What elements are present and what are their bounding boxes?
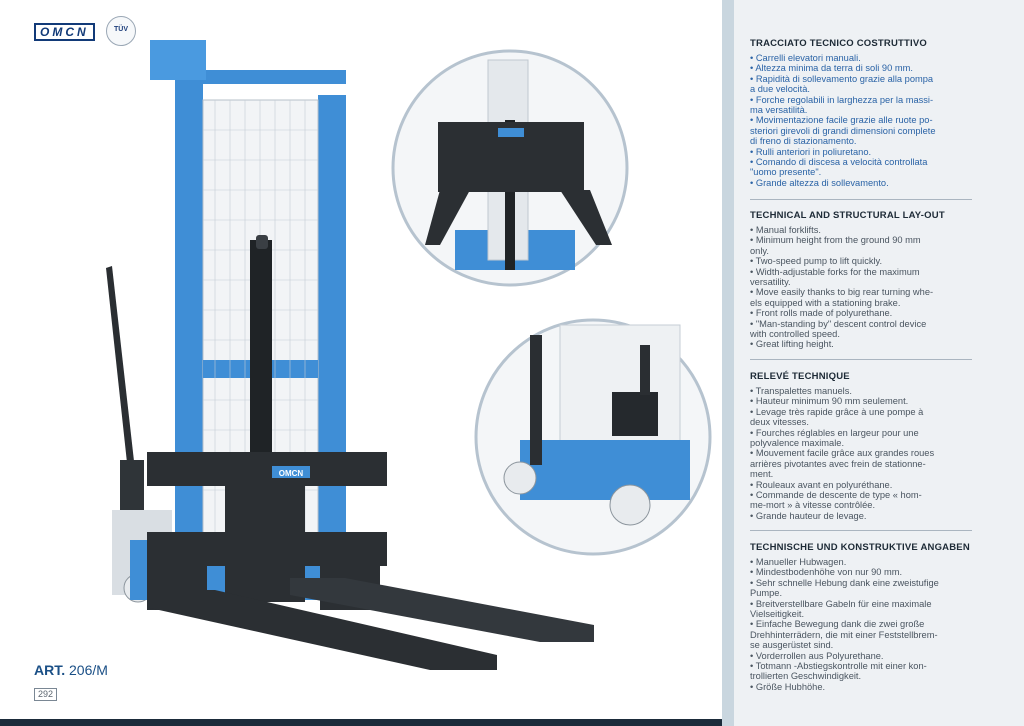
pump-handle (106, 266, 135, 472)
spec-line: only. (750, 245, 769, 256)
spec-line: • Totmann -Abstiegskontrolle mit einer kon- (750, 661, 927, 672)
spec-line: • Minimum height from the ground 90 mm (750, 235, 921, 246)
spec-line: Pumpe. (750, 588, 783, 599)
spec-line: • Comando di discesa a velocità controllata (750, 157, 928, 168)
spec-line: a due velocità. (750, 84, 810, 95)
spec-line: "uomo presente". (750, 167, 822, 178)
section-divider (750, 359, 972, 360)
spec-line: with controlled speed. (750, 329, 840, 340)
brand-logo (34, 24, 95, 40)
spec-line: • Movimentazione facile grazie alle ruote po- (750, 115, 933, 126)
spec-line: • Grande altezza di sollevamento. (750, 177, 889, 188)
spec-line: Drehhinterrädern, die mit einer Feststellbrem- (750, 629, 938, 640)
section-list (750, 225, 972, 350)
section-divider (750, 199, 972, 200)
spec-line: • Front rolls made of polyurethane. (750, 308, 893, 319)
section-title: TECHNICAL AND STRUCTURAL LAY-OUT (750, 210, 945, 221)
page-number: 292 (34, 688, 57, 701)
spec-line: • Einfache Bewegung dank die zwei große (750, 619, 925, 630)
spec-line: • Grande hauteur de levage. (750, 510, 867, 521)
spec-line: • Rapidità di sollevamento grazie alla pompa (750, 73, 934, 84)
spec-line: • Mouvement facile grâce aux grandes roues (750, 448, 935, 459)
spec-line: ma versatilità. (750, 105, 808, 116)
spec-line: • Größe Hubhöhe. (750, 681, 826, 692)
certification-text: TÜV (114, 26, 128, 33)
brand-logo-text: OMCN (34, 23, 95, 41)
article-code (34, 662, 108, 678)
section-list (750, 557, 972, 692)
spec-line: • Mindestbodenhöhe von nur 90 mm. (750, 567, 903, 578)
spec-line: els equipped with a stationing brake. (750, 297, 901, 308)
spec-line: • Manual forklifts. (750, 225, 821, 235)
page-gutter (722, 0, 734, 726)
section-divider (750, 530, 972, 531)
spec-line: • Great lifting height. (750, 339, 834, 350)
article-number: 206/M (69, 662, 108, 678)
spec-line: • Manueller Hubwagen. (750, 557, 847, 567)
detail-circle-bottom (476, 320, 710, 554)
spec-line: di freno di stazionamento. (750, 136, 857, 147)
section-list (750, 53, 972, 188)
svg-text:OMCN: OMCN (278, 469, 304, 478)
spec-line: • Fourches réglables en largeur pour une (750, 427, 919, 438)
spec-line: trollierten Geschwindigkeit. (750, 671, 862, 682)
spec-line: arrières pivotantes avec frein de stationne- (750, 458, 926, 469)
spec-line: polyvalence maximale. (750, 438, 845, 449)
spec-line: deux vitesses. (750, 417, 809, 428)
spec-line: • "Man-standing by" descent control device (750, 318, 927, 329)
spec-line: • Transpalettes manuels. (750, 386, 852, 396)
spec-line: • Hauteur minimum 90 mm seulement. (750, 396, 909, 407)
bottom-bar (0, 719, 722, 726)
spec-line: steriori girevoli di grandi dimensioni complete (750, 125, 936, 136)
section-title: TRACCIATO TECNICO COSTRUTTIVO (750, 38, 927, 49)
spec-line: • Vorderrollen aus Polyurethane. (750, 650, 884, 661)
detail-circle-top (393, 51, 627, 285)
section-italian (750, 38, 972, 188)
spec-line: me-mort » à vitesse contrôlée. (750, 500, 876, 511)
spec-line: • Carrelli elevatori manuali. (750, 53, 861, 63)
spec-line: • Rulli anteriori in poliuretano. (750, 146, 872, 157)
spec-line: Vielseitigkeit. (750, 609, 805, 620)
spec-line: ment. (750, 469, 774, 480)
section-english (750, 210, 972, 350)
spec-line: • Levage très rapide grâce à une pompe à (750, 406, 924, 417)
spec-line: se ausgerüstet sind. (750, 640, 834, 651)
spec-line: • Width-adjustable forks for the maximum (750, 266, 920, 277)
spec-line: • Altezza minima da terra di soli 90 mm. (750, 63, 913, 74)
article-prefix: ART. (34, 662, 66, 678)
section-list (750, 386, 972, 521)
spec-line: • Move easily thanks to big rear turning whe- (750, 287, 934, 298)
spec-line: • Two-speed pump to lift quickly. (750, 256, 883, 267)
spec-line: versatility. (750, 277, 791, 288)
spec-line: • Sehr schnelle Hebung dank eine zweistufige (750, 577, 939, 588)
section-title: RELEVÉ TECHNIQUE (750, 371, 850, 382)
spec-line: • Breitverstellbare Gabeln für eine maximale (750, 598, 932, 609)
certification-badge (106, 16, 136, 46)
section-french (750, 371, 972, 521)
section-german (750, 542, 972, 692)
spec-line: • Commande de descente de type « hom- (750, 490, 922, 501)
spec-line: • Rouleaux avant en polyuréthane. (750, 479, 893, 490)
spec-line: • Forche regolabili in larghezza per la massi- (750, 94, 934, 105)
section-title: TECHNISCHE UND KONSTRUKTIVE ANGABEN (750, 542, 970, 553)
